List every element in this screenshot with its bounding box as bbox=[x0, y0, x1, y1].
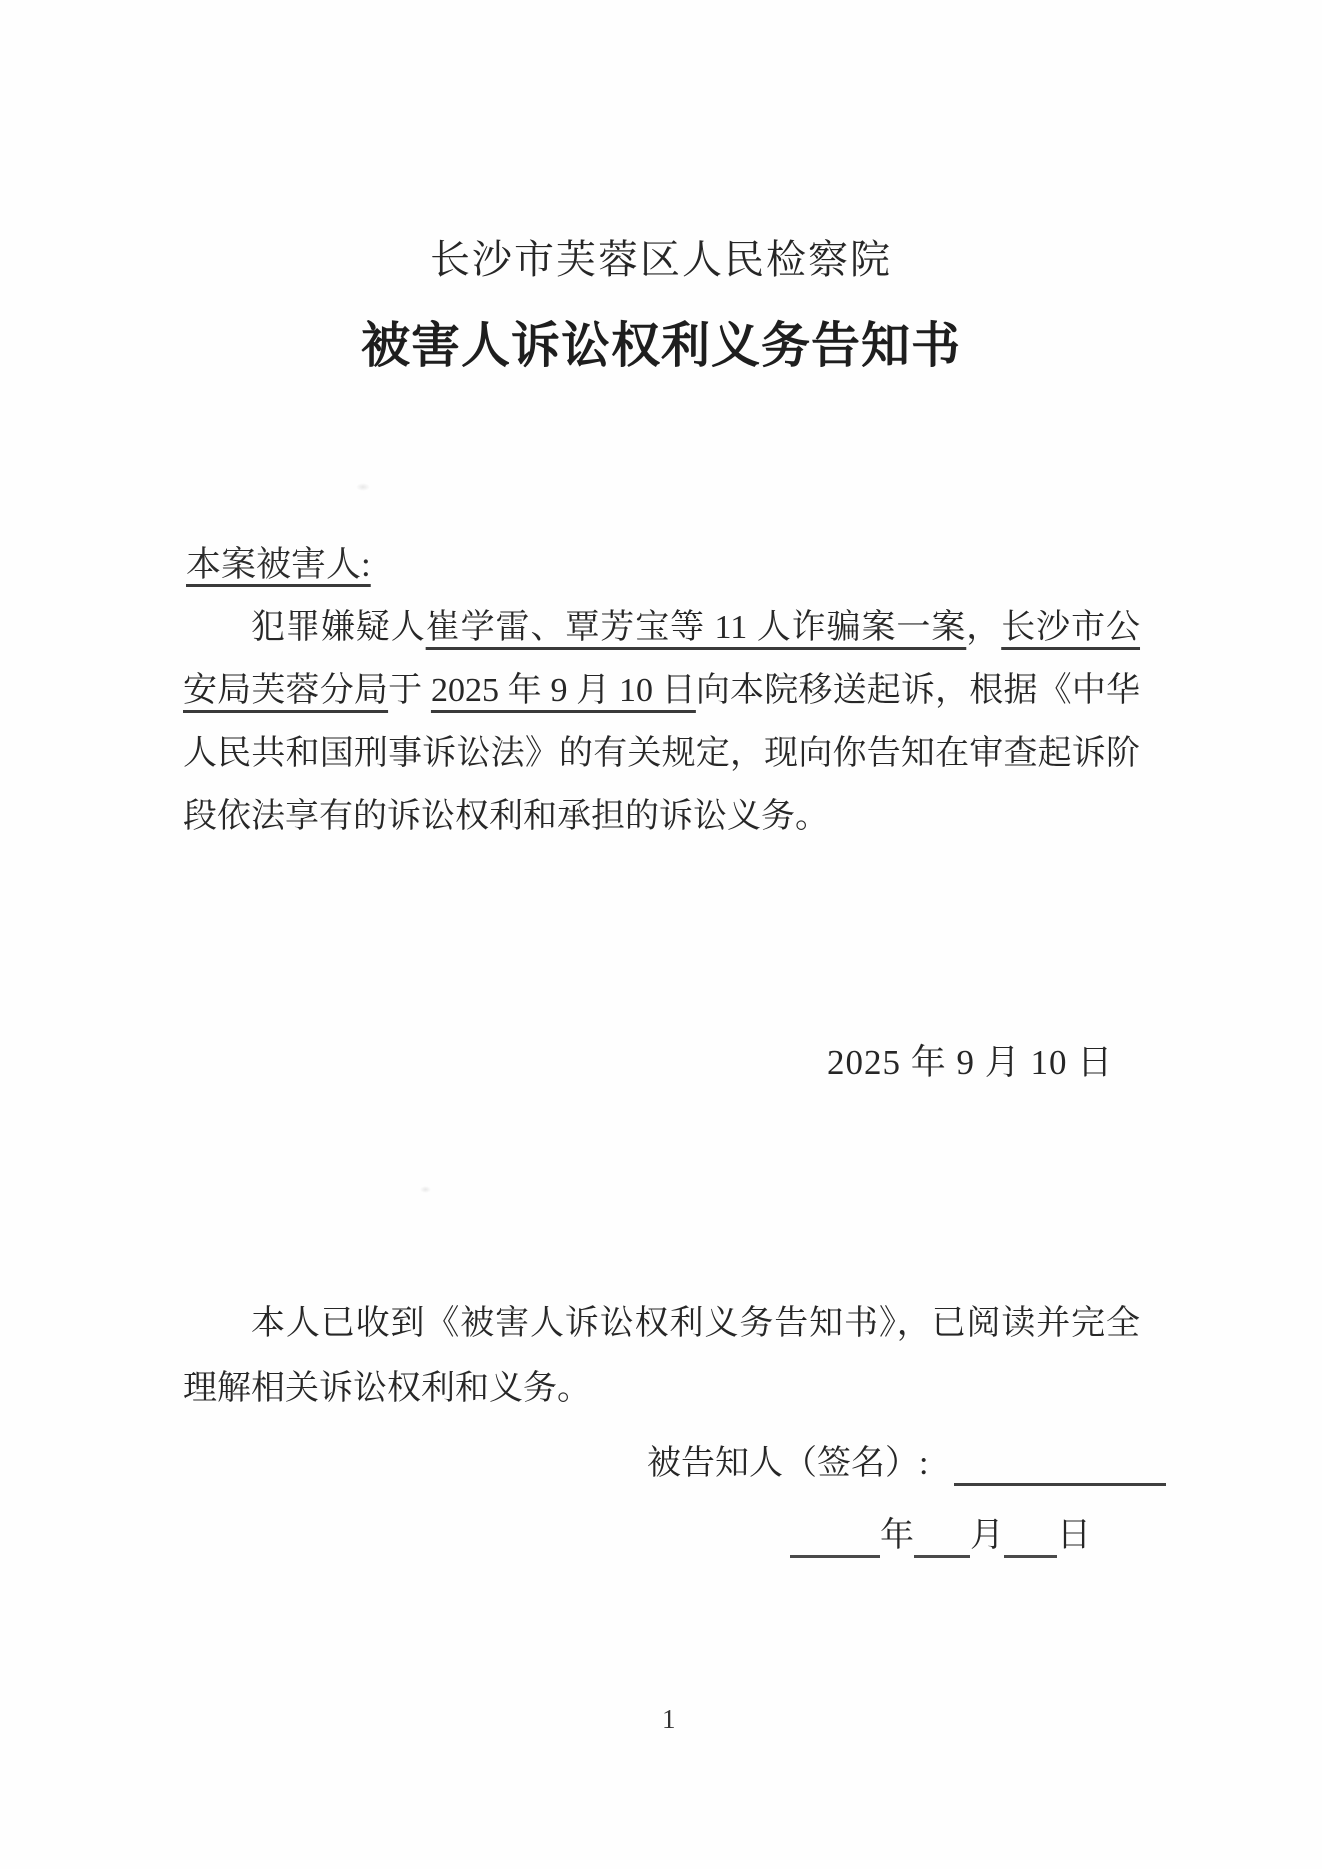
day-blank-line bbox=[1004, 1521, 1057, 1558]
signature-blank-line bbox=[954, 1447, 1166, 1486]
paragraph-segment: 崔学雷、覃芳宝等 11 人诈骗案一案 bbox=[425, 609, 967, 646]
month-blank-line bbox=[914, 1521, 970, 1558]
year-label: 年 bbox=[880, 1517, 914, 1554]
signature-label: 被告知人（签名）: bbox=[647, 1445, 929, 1482]
issue-date: 2025 年 9 月 10 日 bbox=[827, 1043, 1114, 1082]
paragraph-segment: 向本院移送起诉，根据《中华人民共和国刑事诉讼法》的有关规定，现向你告知在审查起诉阶段依法享有的诉讼权利和承担的诉讼义务。 bbox=[183, 672, 1141, 835]
year-blank-line bbox=[790, 1521, 880, 1558]
scan-smudge bbox=[420, 1186, 431, 1193]
document-title: 被害人诉讼权利义务告知书 bbox=[360, 318, 961, 373]
paragraph-segment: 长沙市公安局芙蓉分局 bbox=[183, 609, 1141, 709]
scan-smudge bbox=[356, 483, 370, 491]
paragraph-segment: 2025 年 9 月 10 日 bbox=[430, 672, 696, 709]
month-label: 月 bbox=[970, 1517, 1004, 1554]
paragraph-segment: 于 bbox=[388, 672, 431, 709]
org-title: 长沙市芙蓉区人民检察院 bbox=[430, 237, 892, 282]
receipt-paragraph: 本人已收到《被害人诉讼权利义务告知书》，已阅读并完全理解相关诉讼权利和义务。 bbox=[183, 1305, 1140, 1407]
paragraph-segment: ， bbox=[966, 609, 1002, 646]
paragraph-segment: 犯罪嫌疑人 bbox=[251, 609, 426, 646]
day-label: 日 bbox=[1057, 1517, 1091, 1554]
page-number: 1 bbox=[662, 1704, 676, 1734]
date-blank-row bbox=[790, 1514, 1091, 1558]
victim-label: 本案被害人: bbox=[186, 545, 371, 584]
signature-row bbox=[647, 1442, 1166, 1486]
main-paragraph bbox=[183, 596, 1140, 848]
